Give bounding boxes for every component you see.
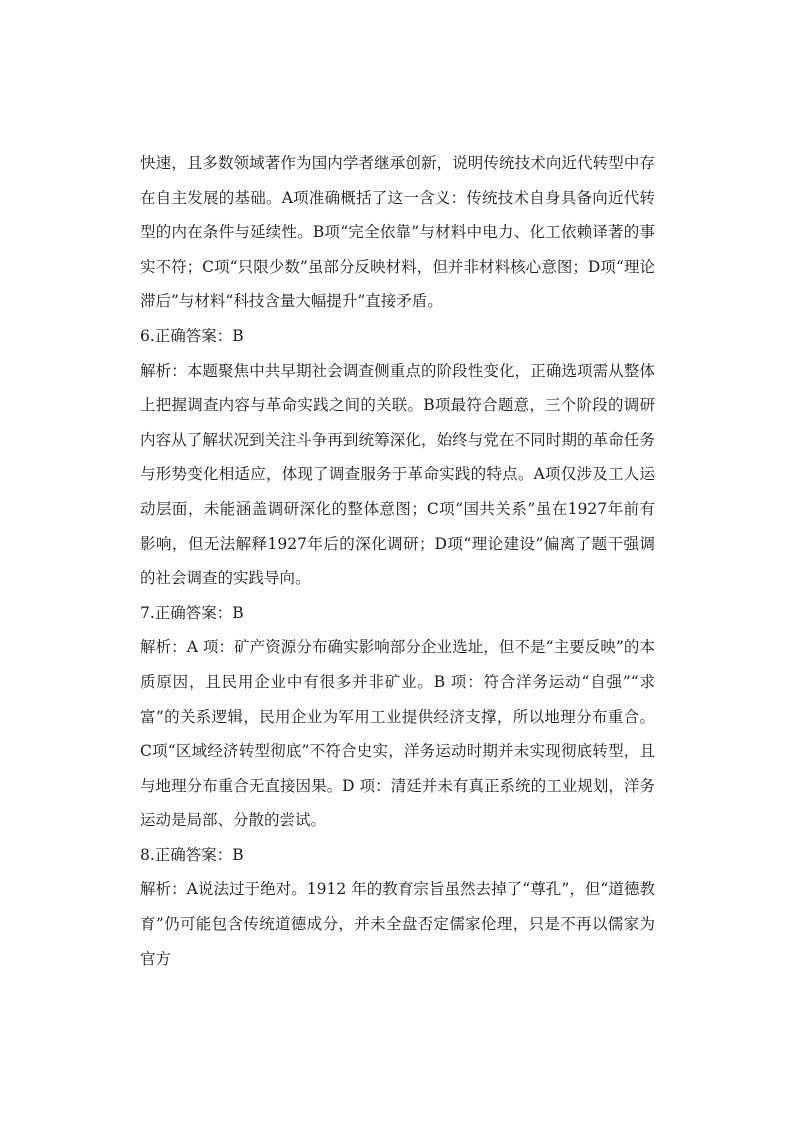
analysis-q6: 解析：本题聚焦中共早期社会调查侧重点的阶段性变化，正确选项需从整体上把握调查内容与革命实践之间的关联。B项最符合题意，三个阶段的调研内容从了解状况到关注斗争再到统筹深化，始终与党在不同时期的革命任务与形势变化相适应，体现了调查服务于革命实践的特点。A项仅涉及工人运动层面，未能涵盖调研深化的整体意图；C项“国共关系”虽在1927年前有影响，但无法解释1927年后的深化调研；D项“理论建设”偏离了题干强调的社会调查的实践导向。 xyxy=(140,361,655,588)
analysis-q8: 解析：A说法过于绝对。1912 年的教育宗旨虽然去掉了“尊孔”，但“道德教育”仍可能包含传统道德成分，并未全盘否定儒家伦理，只是不再以儒家为官方 xyxy=(140,880,655,968)
answer-q8: 8.正确答案：B xyxy=(140,845,244,864)
answer-q6: 6.正确答案：B xyxy=(140,326,244,345)
analysis-q5-continued: 快速，且多数领域著作为国内学者继承创新，说明传统技术向近代转型中存在自主发展的基础。A项准确概括了这一含义：传统技术自身具备向近代转型的内在条件与延续性。B项“完全依靠”与材料中电力、化工依赖译著的事实不符；C项“只限少数”虽部分反映材料，但并非材料核心意图；D项“理论滞后”与材料“科技含量大幅提升”直接矛盾。 xyxy=(140,154,655,311)
answer-q7: 7.正确答案：B xyxy=(140,603,244,622)
answer-analysis-body xyxy=(140,146,655,976)
analysis-q7: 解析：A 项：矿产资源分布确实影响部分企业选址，但不是“主要反映”的本质原因，且民用企业中有很多并非矿业。B 项：符合洋务运动“自强”“求富”的关系逻辑，民用企业为军用工业提供经济支撑，所以地理分布重合。C项“区域经济转型彻底”不符合史实，洋务运动时期并未实现彻底转型，且与地理分布重合无直接因果。D 项：清廷并未有真正系统的工业规划，洋务运动是局部、分散的尝试。 xyxy=(140,638,655,830)
